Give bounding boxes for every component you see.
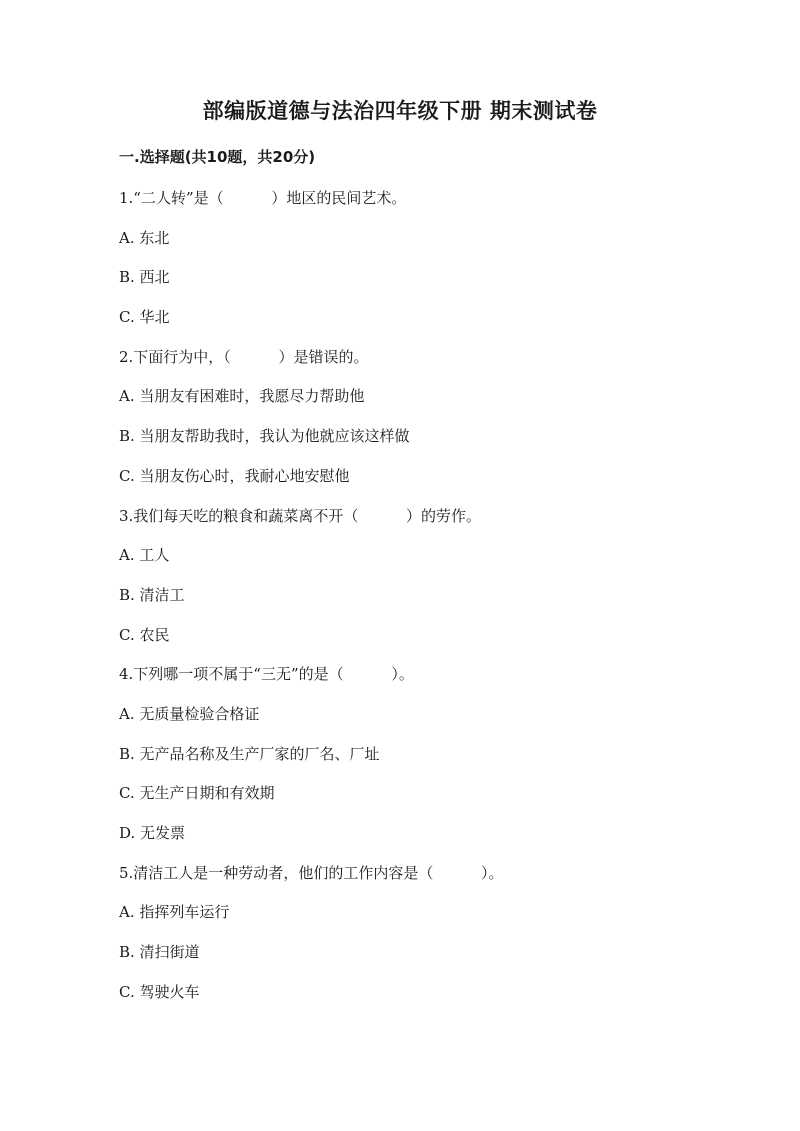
page-title: 部编版道德与法治四年级下册 期末测试卷 [202, 99, 598, 123]
answer-option: B. 清洁工 [119, 585, 185, 604]
question-stem: 4.下列哪一项不属于“三无”的是（ ）。 [119, 665, 414, 684]
answer-option: C. 驾驶火车 [119, 982, 200, 1001]
answer-option: B. 清扫街道 [119, 943, 200, 962]
section-heading: 一.选择题(共10题，共20分) [119, 148, 316, 166]
question-list [119, 186, 719, 1019]
question-stem: 1.“二人转”是（ ）地区的民间艺术。 [119, 189, 407, 207]
answer-option: C. 华北 [119, 308, 170, 327]
answer-option: A. 无质量检验合格证 [119, 704, 260, 723]
answer-option: C. 当朋友伤心时，我耐心地安慰他 [119, 466, 350, 485]
answer-option: A. 工人 [119, 546, 170, 565]
question-stem: 2.下面行为中，（ ）是错误的。 [119, 347, 369, 366]
answer-option: A. 当朋友有困难时，我愿尽力帮助他 [119, 387, 365, 406]
question-stem: 3.我们每天吃的粮食和蔬菜离不开（ ）的劳作。 [119, 506, 481, 525]
answer-option: B. 无产品名称及生产厂家的厂名、厂址 [119, 744, 380, 763]
answer-option: A. 指挥列车运行 [119, 903, 230, 922]
answer-option: D. 无发票 [119, 824, 186, 842]
answer-option: A. 东北 [119, 228, 170, 247]
answer-option: B. 当朋友帮助我时，我认为他就应该这样做 [119, 427, 410, 446]
answer-option: C. 无生产日期和有效期 [119, 784, 275, 803]
answer-option: B. 西北 [119, 268, 170, 287]
answer-option: C. 农民 [119, 625, 170, 644]
question-stem: 5.清洁工人是一种劳动者，他们的工作内容是（ ）。 [119, 863, 504, 882]
